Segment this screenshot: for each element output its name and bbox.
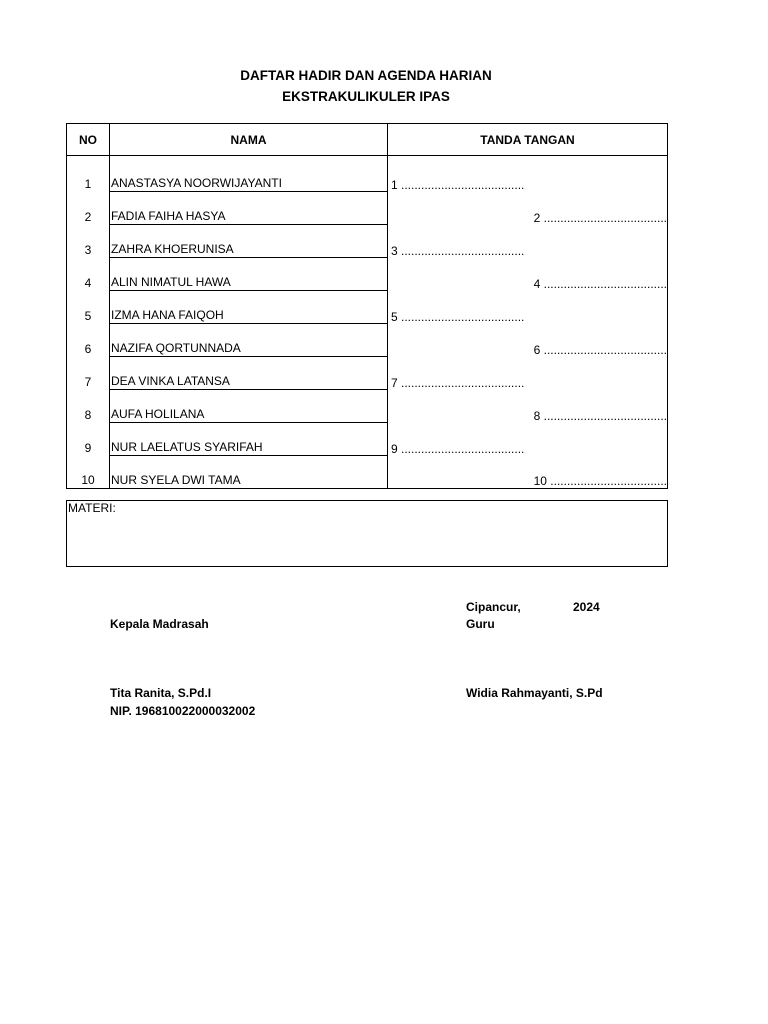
row-number: 3 (67, 225, 110, 258)
signature-line: 9 ..................................... (388, 423, 668, 456)
signature-line: 5 ..................................... (388, 291, 668, 324)
materi-box (66, 500, 668, 567)
table-row (67, 357, 668, 390)
right-signatory-role: Guru (466, 617, 495, 631)
left-signatory-nip: NIP. 196810022000032002 (110, 704, 256, 718)
right-signatory-name: Widia Rahmayanti, S.Pd (466, 686, 603, 700)
signature-line: 6 ..................................... (388, 324, 668, 357)
row-number: 6 (67, 324, 110, 357)
student-name: NAZIFA QORTUNNADA (110, 324, 388, 357)
header-signature: TANDA TANGAN (388, 124, 668, 156)
table-row (67, 324, 668, 357)
row-number: 4 (67, 258, 110, 291)
place-label: Cipancur, (466, 600, 521, 614)
row-number: 10 (67, 456, 110, 489)
left-signatory-role: Kepala Madrasah (110, 617, 209, 631)
student-name: IZMA HANA FAIQOH (110, 291, 388, 324)
row-number: 7 (67, 357, 110, 390)
table-row (67, 456, 668, 489)
signature-line: 3 ..................................... (388, 225, 668, 258)
student-name: AUFA HOLILANA (110, 390, 388, 423)
signature-line: 10 ................................... (388, 456, 668, 489)
row-number: 5 (67, 291, 110, 324)
table-row (67, 423, 668, 456)
row-number: 8 (67, 390, 110, 423)
student-name: DEA VINKA LATANSA (110, 357, 388, 390)
table-row (67, 192, 668, 225)
student-name: NUR SYELA DWI TAMA (110, 456, 388, 489)
student-name: NUR LAELATUS SYARIFAH (110, 423, 388, 456)
table-row (67, 390, 668, 423)
signature-line: 7 ..................................... (388, 357, 668, 390)
row-number: 2 (67, 192, 110, 225)
signature-line: 4 ..................................... (388, 258, 668, 291)
signature-line: 8 ..................................... (388, 390, 668, 423)
student-name: ANASTASYA NOORWIJAYANTI (110, 156, 388, 192)
document-subtitle: EKSTRAKULIKULER IPAS (282, 89, 450, 104)
student-name: FADIA FAIHA HASYA (110, 192, 388, 225)
left-signatory-name: Tita Ranita, S.Pd.I (110, 686, 212, 700)
table-row (67, 156, 668, 192)
student-name: ZAHRA KHOERUNISA (110, 225, 388, 258)
materi-label: MATERI: (68, 501, 116, 515)
header-name: NAMA (110, 124, 388, 156)
table-row (67, 258, 668, 291)
year-label: 2024 (573, 600, 600, 614)
header-no: NO (67, 124, 110, 156)
document-title: DAFTAR HADIR DAN AGENDA HARIAN (240, 68, 492, 83)
row-number: 9 (67, 423, 110, 456)
table-row (67, 225, 668, 258)
signature-line: 2 ..................................... (388, 192, 668, 225)
table-row (67, 291, 668, 324)
signature-line: 1 ..................................... (388, 156, 668, 192)
row-number: 1 (67, 156, 110, 192)
student-name: ALIN NIMATUL HAWA (110, 258, 388, 291)
attendance-table (66, 123, 668, 489)
table-header-row (67, 124, 668, 156)
